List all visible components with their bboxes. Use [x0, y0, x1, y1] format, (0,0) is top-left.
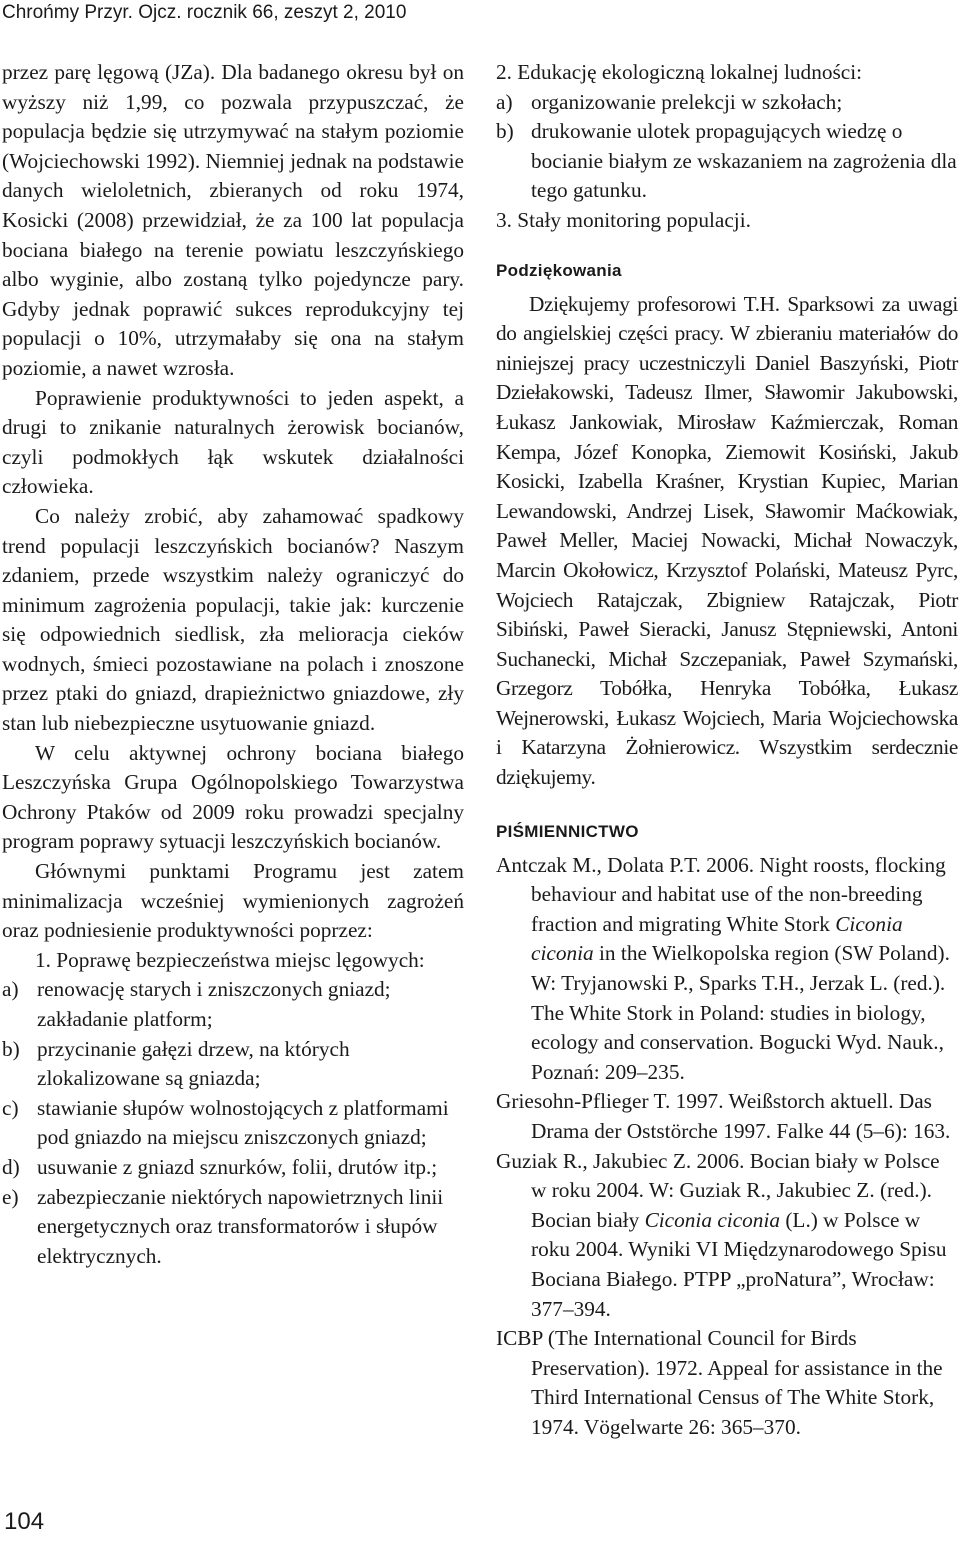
- list-item-label: a): [2, 977, 19, 1002]
- reference-item: ICBP (The International Council for Birds Preservation). 1972. Appeal for assistance in the Third International Census of The White Stork, 1974. Vögelwarte 26: 365–370.: [496, 1326, 943, 1439]
- acknowledgements-heading: Podziękowania: [496, 260, 622, 280]
- list-item-text: przycinanie gałęzi drzew, na których zlokalizowane są gniazda;: [37, 1036, 350, 1091]
- list-item: [2, 1183, 464, 1272]
- list-item: [2, 975, 464, 1034]
- reference-item: Guziak R., Jakubiec Z. 2006. Bocian biały w Polsce w roku 2004. W: Guziak R., Jakubiec Z. (red.). Bocian biały Ciconia ciconia (L.) w Polsce w roku 2004. Wyniki VI Międzynarodowego Spisu Bociana Białego. PTPP „proNatura”, Wrocław: 377–394.: [496, 1148, 947, 1321]
- program-point-3: 3. Stały monitoring populacji.: [496, 207, 751, 232]
- list-item-text: drukowanie ulotek propagujących wiedzę o bocianie białym ze wskazaniem na zagrożenia dla tego gatunku.: [531, 119, 957, 203]
- program-point-1: 1. Poprawę bezpieczeństwa miejsc lęgowych:: [35, 947, 425, 972]
- paragraph-3: Co należy zrobić, aby zahamować spadkowy trend populacji leszczyńskich bocianów? Naszym zdaniem, przede wszystkim należy ograniczyć do minimum zagrożenia populacji, takie jak: kurczenie się odpowiednich siedlisk, zła melioracja cieków wodnych, śmieci pozostawiane na polach i znoszone przez ptaki do gniazd, drapieżnictwo gniazdowe, zły stan lub niebezpieczne usytuowanie gniazd.: [2, 503, 464, 736]
- list-item-text: zabezpieczanie niektórych napowietrznych linii energetycznych oraz transformatorów i słupów elektrycznych.: [37, 1184, 444, 1268]
- reference-item: Antczak M., Dolata P.T. 2006. Night roosts, flocking behaviour and habitat use of the non-breeding fraction and migrating White Stork Ciconia ciconia in the Wielkopolska region (SW Poland). W: Tryjanowski P., Sparks T.H., Jerzak L. (red.). The White Stork in Poland: studies in biology, ecology and conservation. Bogucki Wyd. Nauk., Poznań: 209–235.: [496, 852, 950, 1084]
- paragraph-5: Głównymi punktami Programu jest zatem minimalizacja wcześniej wymienionych zagrożeń oraz podniesienie produktywności poprzez:: [2, 859, 464, 943]
- list-item: [496, 117, 958, 206]
- list-item-label: c): [2, 1095, 19, 1120]
- list-item: [496, 88, 958, 118]
- list-item-text: renowację starych i zniszczonych gniazd; zakładanie platform;: [37, 977, 391, 1031]
- list-item-text: organizowanie prelekcji w szkołach;: [531, 89, 843, 114]
- list-item-label: d): [2, 1154, 20, 1179]
- reference-item: Griesohn-Pflieger T. 1997. Weißstorch aktuell. Das Drama der Oststörche 1997. Falke 44 (5–6): 163.: [496, 1089, 951, 1143]
- right-column: [496, 58, 958, 1443]
- paragraph-2: Poprawienie produktywności to jeden aspekt, a drugi to znikanie naturalnych żerowisk bocianów, czyli podmokłych łąk wskutek działalności człowieka.: [2, 385, 464, 499]
- page-number: 104: [4, 1508, 45, 1535]
- point-2-list: [496, 88, 958, 206]
- list-item-label: a): [496, 89, 513, 114]
- point-1-list: [2, 975, 464, 1271]
- running-title: Chrońmy Przyr. Ojcz. rocznik 66, zeszyt 2, 2010: [2, 2, 407, 23]
- list-item-text: usuwanie z gniazd sznurków, folii, drutów itp.;: [37, 1154, 438, 1179]
- list-item: [2, 1153, 464, 1183]
- list-item-label: e): [2, 1184, 19, 1209]
- acknowledgements-text: Dziękujemy profesorowi T.H. Sparksowi za uwagi do angielskiej części pracy. W zbieraniu materiałów do niniejszej pracy uczestniczyli Daniel Baszyński, Piotr Dziełakowski, Tadeusz Ilmer, Sławomir Jakubowski, Łukasz Jankowiak, Mirosław Kaźmierczak, Roman Kempa, Józef Konopka, Ziemowit Kosiński, Jakub Kosicki, Izabella Kraśner, Krystian Kupiec, Marian Lewandowski, Andrzej Lisek, Sławomir Maćkowiak, Paweł Meller, Maciej Nowacki, Michał Nowaczyk, Marcin Okołowicz, Krzysztof Polański, Mateusz Pyrc, Wojciech Ratajczak, Zbigniew Ratajczak, Piotr Sibiński, Paweł Sieracki, Janusz Stępniewski, Antoni Suchanecki, Michał Szczepaniak, Paweł Szymański, Grzegorz Tobółka, Henryka Tobółka, Łukasz Wejnerowski, Łukasz Wojciech, Maria Wojciechowska i Katarzyna Żołnierowicz. Wszystkim serdecznie dziękujemy.: [496, 291, 958, 790]
- references-heading: PIŚMIENNICTWO: [496, 821, 639, 841]
- running-header: [2, 0, 702, 26]
- list-item-label: b): [2, 1036, 20, 1061]
- list-item-text: stawianie słupów wolnostojących z platformami pod gniazdo na miejscu zniszczonych gniazd;: [37, 1095, 449, 1150]
- paragraph-1: przez parę lęgową (JZa). Dla badanego okresu był on wyższy niż 1,99, co pozwala przypuszczać, że populacja będzie się utrzymywać na stałym poziomie (Wojciechowski 1992). Niemniej jednak na podstawie danych wieloletnich, zbieranych od roku 1974, Kosicki (2008) przewidział, że za 100 lat populacja bociana białego na terenie powiatu leszczyńskiego albo wyginie, albo zostaną tylko pojedyncze pary. Gdyby jednak poprawić sukces reprodukcyjny tej populacji o 10%, utrzymałaby się ona na stałym poziomie, a nawet wzrosła.: [2, 60, 464, 380]
- list-item-label: b): [496, 119, 514, 144]
- paragraph-4: W celu aktywnej ochrony bociana białego Leszczyńska Grupa Ogólnopolskiego Towarzystwa Ochrony Ptaków od 2009 roku prowadzi specjalny program poprawy sytuacji leszczyńskich bocianów.: [2, 740, 464, 854]
- program-point-2: 2. Edukację ekologiczną lokalnej ludności:: [496, 60, 863, 84]
- left-column: [2, 58, 464, 1271]
- list-item: [2, 1094, 464, 1153]
- list-item: [2, 1035, 464, 1094]
